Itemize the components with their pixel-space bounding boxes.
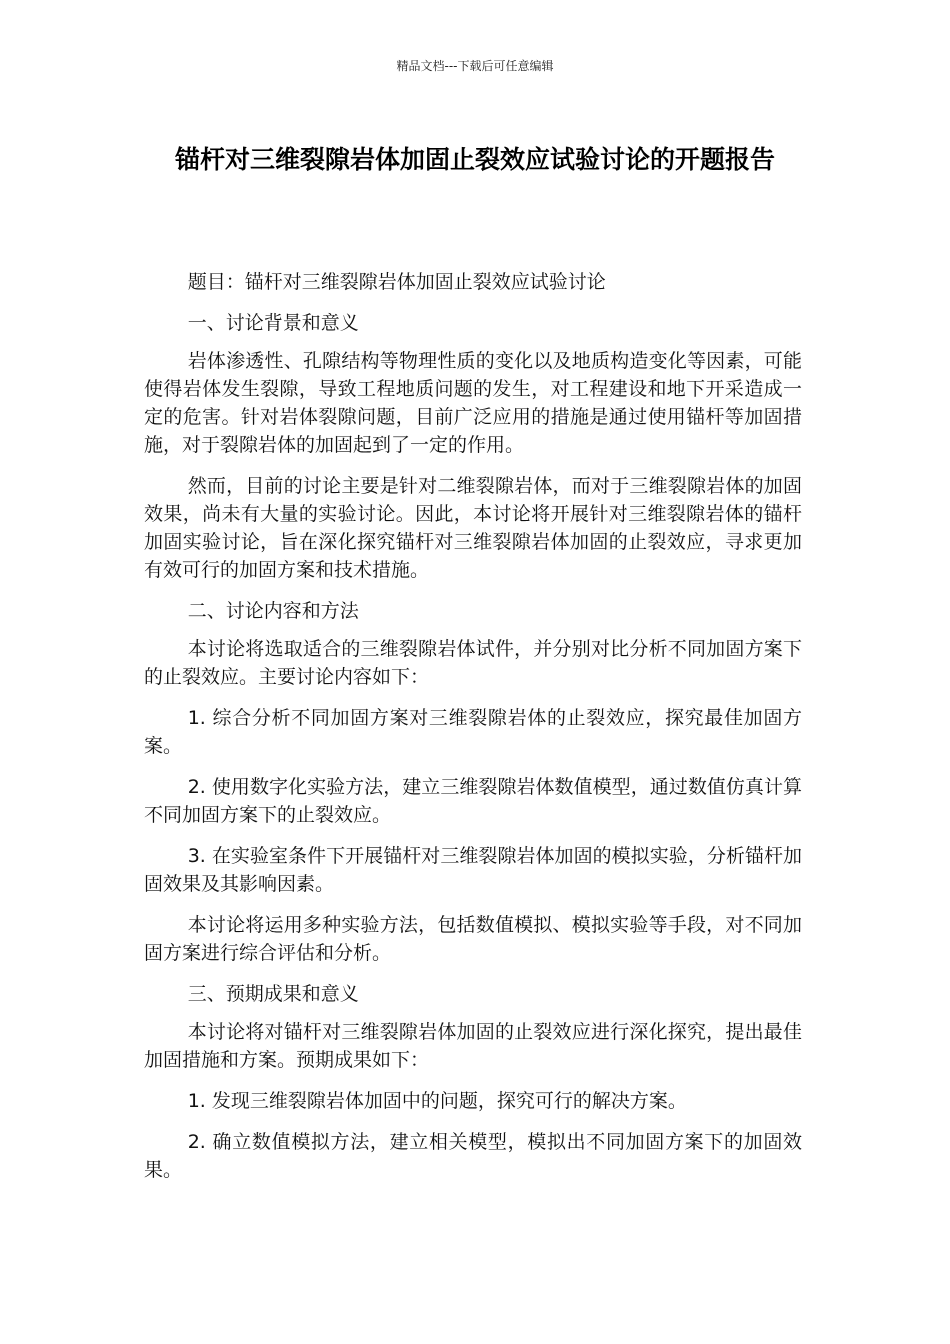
body-paragraph: 然而，目前的讨论主要是针对二维裂隙岩体，而对于三维裂隙岩体的加固效果，尚未有大量的实验讨论。因此，本讨论将开展针对三维裂隙岩体的锚杆加固实验讨论，旨在深化探究锚杆对三维裂隙岩体加固的止裂效应，寻求更加有效可行的加固方案和技术措施。 (144, 475, 802, 581)
section-heading-outcomes: 三、预期成果和意义 (187, 983, 359, 1005)
list-item: 2. 确立数值模拟方法，建立相关模型，模拟出不同加固方案下的加固效果。 (144, 1131, 802, 1181)
body-paragraph: 本讨论将对锚杆对三维裂隙岩体加固的止裂效应进行深化探究，提出最佳加固措施和方案。预期成果如下： (144, 1021, 802, 1071)
body-paragraph: 本讨论将选取适合的三维裂隙岩体试件，并分别对比分析不同加固方案下的止裂效应。主要讨论内容如下： (144, 638, 802, 688)
list-item: 3. 在实验室条件下开展锚杆对三维裂隙岩体加固的模拟实验，分析锚杆加固效果及其影响因素。 (144, 845, 802, 895)
list-item: 1. 综合分析不同加固方案对三维裂隙岩体的止裂效应，探究最佳加固方案。 (144, 707, 802, 757)
document-body (144, 268, 802, 1197)
section-heading-background: 一、讨论背景和意义 (187, 312, 359, 334)
body-paragraph: 岩体渗透性、孔隙结构等物理性质的变化以及地质构造变化等因素，可能使得岩体发生裂隙，导致工程地质问题的发生，对工程建设和地下开采造成一定的危害。针对岩体裂隙问题，目前广泛应用的措施是通过使用锚杆等加固措施，对于裂隙岩体的加固起到了一定的作用。 (144, 350, 802, 456)
body-paragraph: 本讨论将运用多种实验方法，包括数值模拟、模拟实验等手段，对不同加固方案进行综合评估和分析。 (144, 914, 802, 964)
header-note: 精品文档---下载后可任意编辑 (396, 59, 554, 73)
list-item: 2. 使用数字化实验方法，建立三维裂隙岩体数值模型，通过数值仿真计算不同加固方案下的止裂效应。 (144, 776, 802, 826)
document-title: 锚杆对三维裂隙岩体加固止裂效应试验讨论的开题报告 (174, 145, 775, 174)
section-heading-content: 二、讨论内容和方法 (187, 600, 359, 622)
list-item: 1. 发现三维裂隙岩体加固中的问题，探究可行的解决方案。 (187, 1090, 687, 1112)
topic-line: 题目：锚杆对三维裂隙岩体加固止裂效应试验讨论 (187, 271, 606, 293)
